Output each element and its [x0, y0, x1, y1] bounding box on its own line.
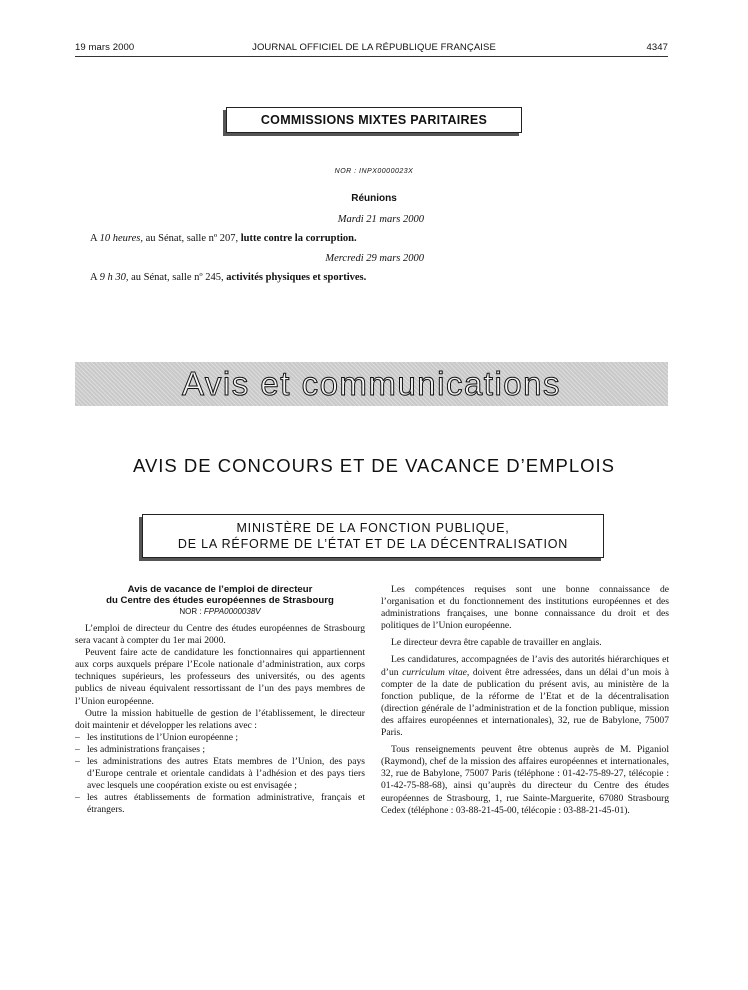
article-nor-prefix: NOR :: [179, 607, 204, 616]
meeting-2-topic: activités physiques et sportives.: [226, 272, 367, 283]
page-number: 4347: [646, 42, 668, 53]
banner-text: Avis et communications: [181, 365, 562, 402]
article-title: [75, 584, 365, 606]
meeting-date-1: Mardi 21 mars 2000: [337, 214, 424, 225]
reunions-heading: Réunions: [351, 193, 397, 204]
paragraph-contact: Tous renseignements peuvent être obtenus auprès de M. Piganiol (Raymond), chef de la mission des affaires européennes et internationales, 32, rue de Babylone, 75007 Paris (téléphone : 01-42-75-89-27, télécopie : 01-42-75-88-68), ainsi qu’auprès du directeur du Centre des études européennes de Strasbourg, 1, rue Sainte-Marguerite, 67080 Strasbourg Cedex (téléphone : 03-88-21-45-00, télécopie : 03-88-21-45-01).: [381, 744, 669, 816]
header-date: 19 mars 2000: [75, 42, 135, 53]
meeting-2-time: 9 h 30,: [99, 272, 129, 283]
paragraph-english: Le directeur devra être capable de travailler en anglais.: [391, 637, 602, 649]
list-item: – les administrations françaises ;: [75, 744, 365, 756]
paragraph-skills: Les compétences requises sont une bonne connaissance de l’organisation et du fonctionnement des institutions européennes et des administrations françaises, une bonne connaissance du droit et des politiques de l’Union européenne.: [381, 584, 669, 632]
list-item: – les institutions de l’Union européenne ;: [75, 732, 365, 744]
section-title: AVIS DE CONCOURS ET DE VACANCE D’EMPLOIS: [132, 455, 616, 476]
paragraph-eligibility: Peuvent faire acte de candidature les fonctionnaires qui appartiennent aux corps auxquels prépare l’Ecole nationale d’administration, aux corps techniques supérieurs, les professeurs des universités, ou des agents publics de niveau équivalent ressortissant de l’un des pays membres de l’Union européenne.: [75, 647, 365, 707]
relations-list: [75, 732, 365, 817]
section-banner: [75, 362, 668, 406]
ministry-box: [142, 514, 604, 558]
applications-cv: curriculum vitae,: [402, 666, 470, 678]
article-title-line-1: Avis de vacance de l’emploi de directeur: [127, 584, 313, 595]
commissions-box: [226, 107, 522, 133]
paragraph-vacancy: L’emploi de directeur du Centre des études européennes de Strasbourg sera vacant à compter du 1er mai 2000.: [75, 623, 365, 647]
meeting-1-topic: lutte contre la corruption.: [240, 233, 357, 244]
header-rule: [75, 56, 668, 57]
meeting-date-2: Mercredi 29 mars 2000: [325, 253, 424, 264]
applications-text-c: doivent être adressées, dans un délai d’un mois à compter de la date de publication du présent avis, au ministère de la fonction publique, de la réforme de l’Etat et de la décentralisation (direction générale de l’administration et de la fonction publique, mission des affaires européennes et internationales), 32, rue de Babylone, 75007 Paris.: [381, 666, 670, 739]
ministry-line-2: DE LA RÉFORME DE L’ÉTAT ET DE LA DÉCENTRALISATION: [177, 537, 569, 551]
applications-text-a: Les candidatures, accompagnées de l’avis des autorités hiérarchiques et d’un: [381, 654, 669, 678]
meeting-2-place: au Sénat, salle nº 245,: [128, 272, 227, 283]
article-nor: [75, 606, 365, 618]
meeting-2: [90, 272, 366, 283]
meeting-1-time: 10 heures,: [99, 233, 143, 244]
article-left-column: [75, 584, 365, 817]
article-nor-code: FPPA0000038V: [203, 607, 261, 616]
paragraph-applications: [381, 654, 669, 739]
journal-title: JOURNAL OFFICIEL DE LA RÉPUBLIQUE FRANÇAISE: [252, 42, 496, 53]
meeting-2-prefix: A: [90, 272, 100, 283]
ministry-line-1: MINISTÈRE DE LA FONCTION PUBLIQUE,: [236, 521, 510, 535]
meeting-1-prefix: A: [90, 233, 100, 244]
meeting-1: [90, 233, 357, 244]
article-right-column: [381, 584, 669, 822]
commissions-nor: NOR : INPX0000023X: [334, 168, 414, 175]
list-item: – les administrations des autres Etats membres de l’Union, des pays d’Europe centrale et orientale candidats à l’adhésion et des pays tiers avec lesquels une coopération existe ou est envisagée ;: [75, 756, 365, 792]
meeting-1-place: au Sénat, salle nº 207,: [143, 233, 241, 244]
list-item: – les autres établissements de formation administrative, français et étrangers.: [75, 792, 365, 816]
paragraph-mission: Outre la mission habituelle de gestion de l’établissement, le directeur doit maintenir et développer les relations avec :: [75, 707, 365, 731]
commissions-title: COMMISSIONS MIXTES PARITAIRES: [260, 113, 488, 127]
article-title-line-2: du Centre des études européennes de Strasbourg: [106, 595, 334, 606]
